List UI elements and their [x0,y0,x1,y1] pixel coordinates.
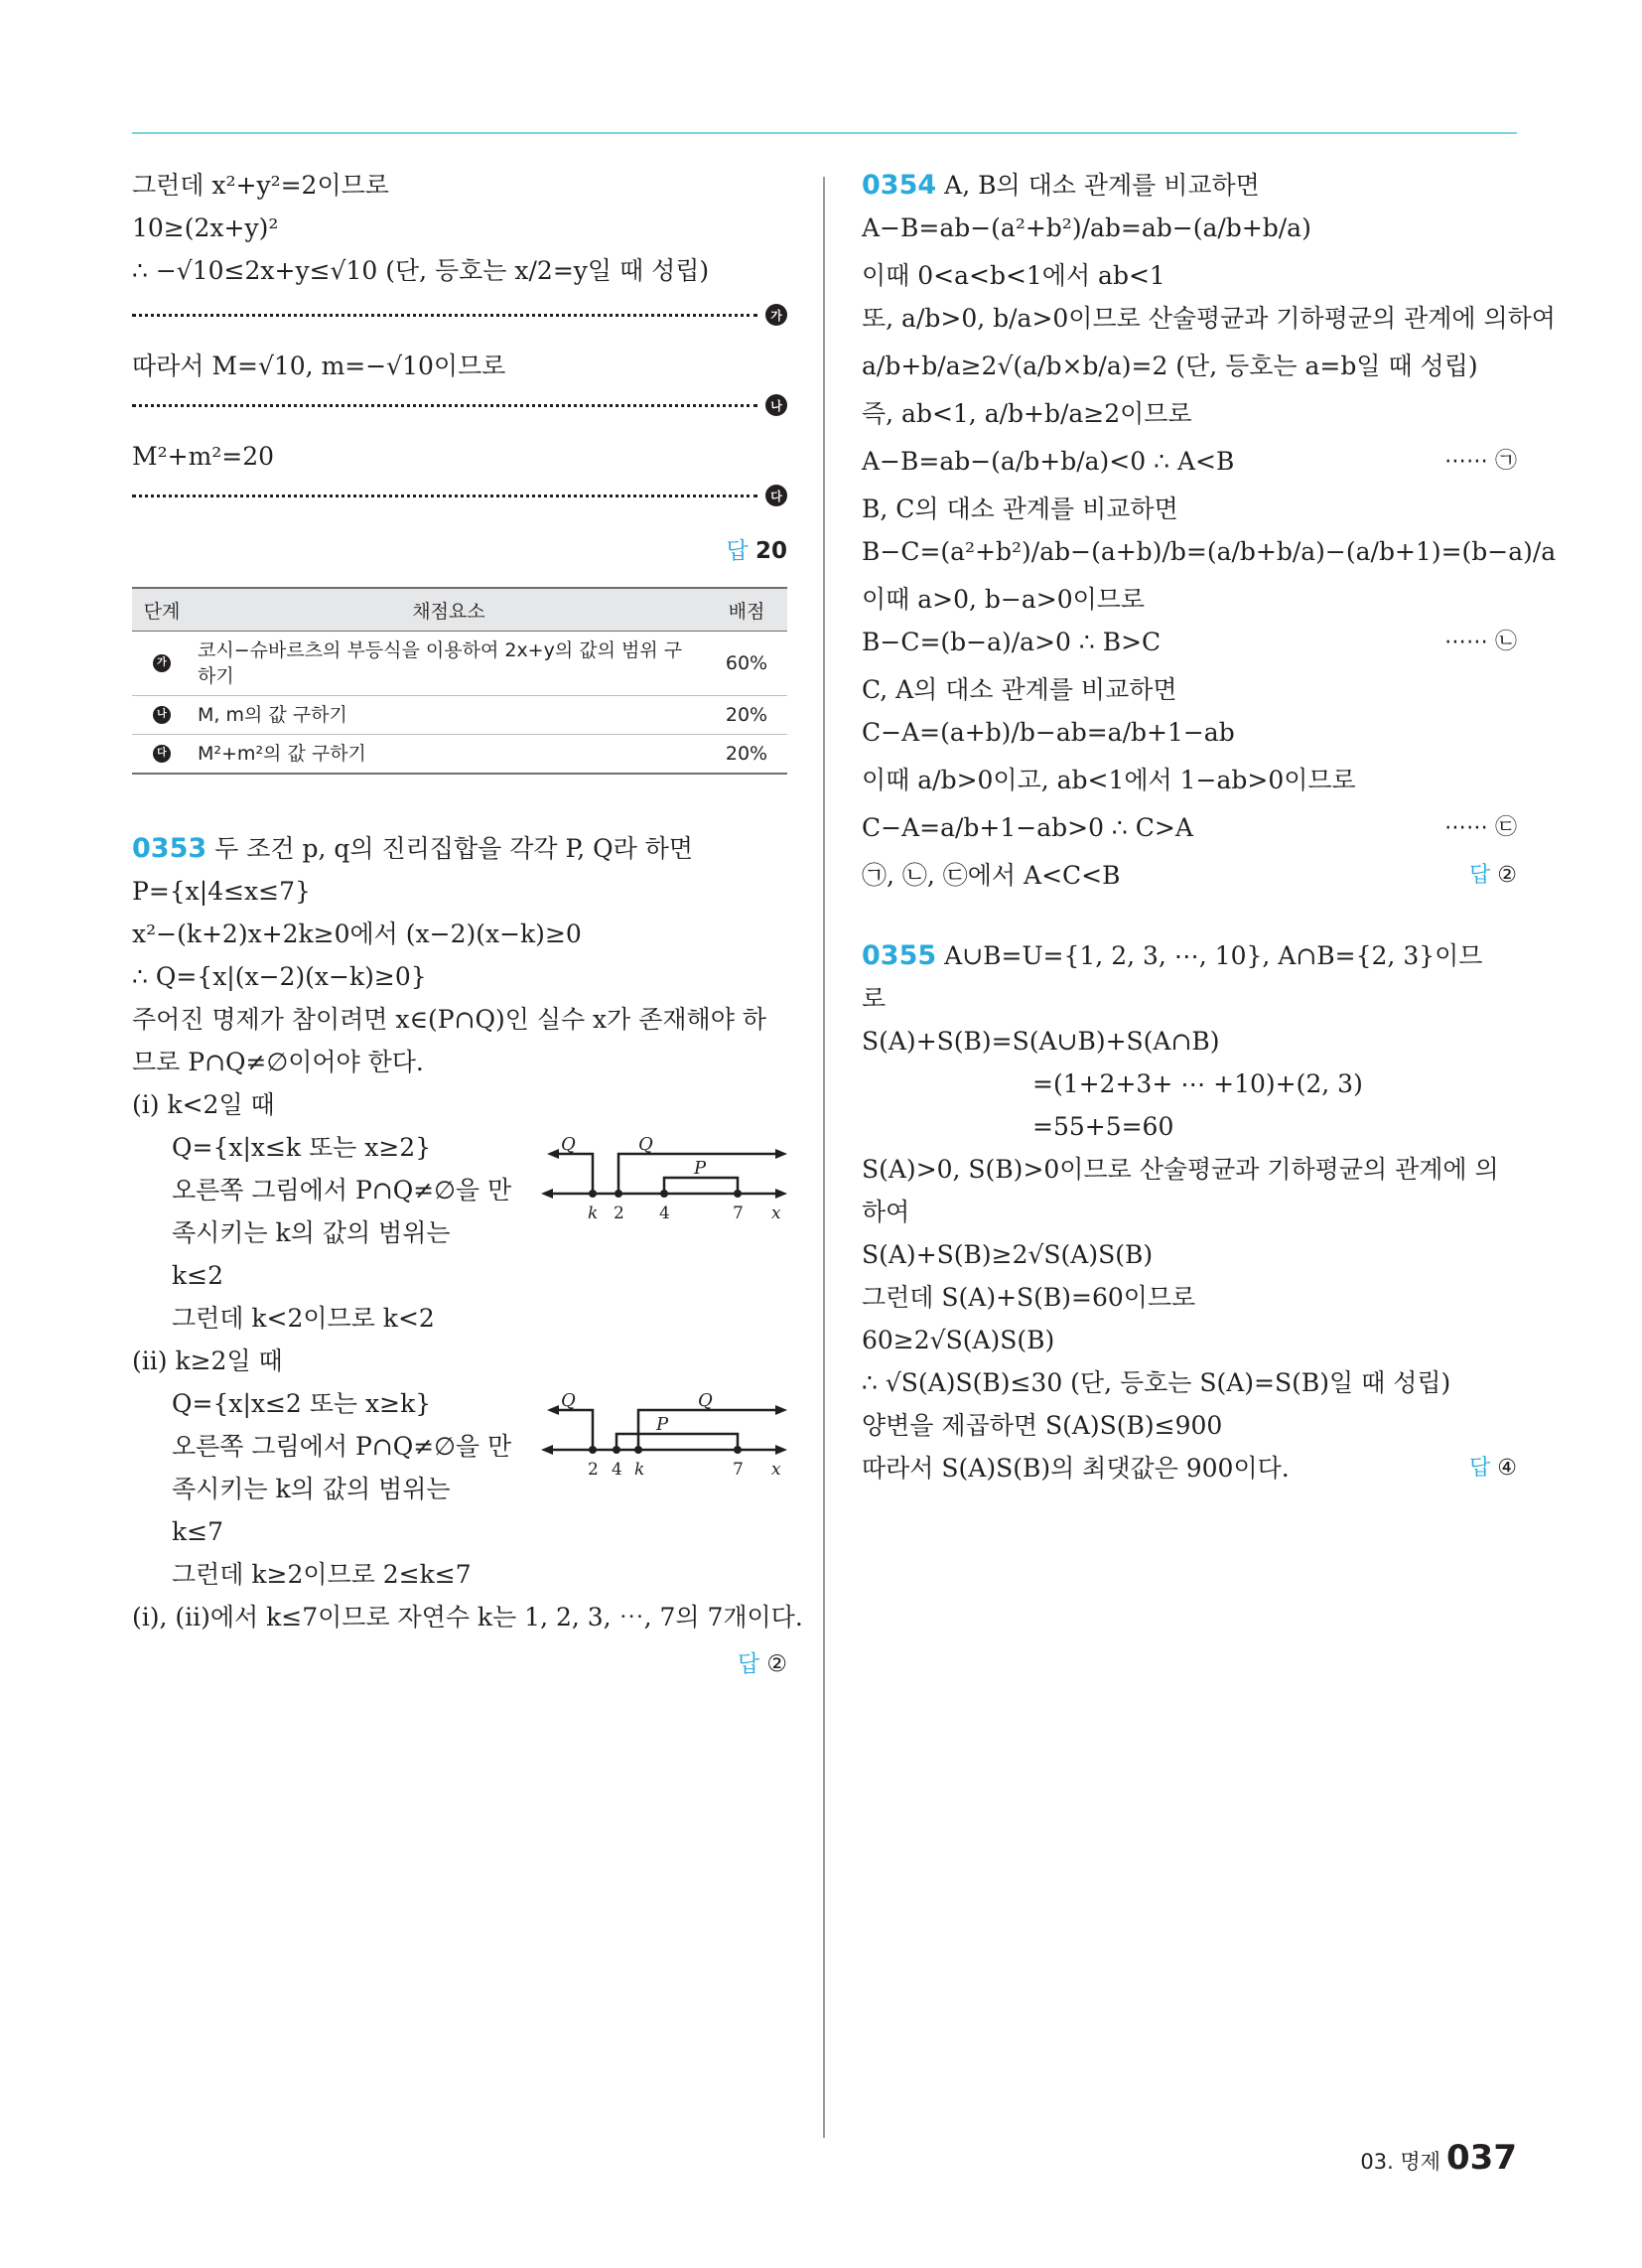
text-line: ㉠, ㉡, ㉢에서 A<C<B 답 ② [862,861,1517,890]
text-line: C−A=a/b+1−ab>0 ∴ C>A ⋯⋯ ㉢ [862,813,1517,842]
answer-value: ② [766,1651,787,1677]
case-2 [132,1347,787,1590]
answer-prefix: 답 [726,538,749,564]
text-line: 므로 P∩Q≠∅이어야 한다. [132,1048,424,1076]
text-line: 그런데 k<2이므로 k<2 [172,1304,435,1333]
table-cell: M²+m²의 값 구하기 [192,735,706,775]
table-row [132,696,787,735]
case-heading: (ⅰ) k<2일 때 [132,1090,275,1119]
table-cell: 20% [706,696,787,735]
page-number-value: 037 [1446,2138,1517,2178]
column-divider [823,177,825,2138]
answer-prefix: 답 [1469,1456,1491,1481]
text-line: 하여 [862,1198,910,1226]
problem-number: 0355 [862,940,937,971]
tag-marker: ⋯⋯ ㉠ [1444,449,1517,474]
step-badge-icon: 나 [153,706,171,724]
fig-tick: 2 [588,1460,599,1480]
text-line: 그런데 k≥2이므로 2≤k≤7 [172,1560,472,1589]
section-title: 03. 명제 [1360,2150,1441,2174]
dotted-step-line [132,394,787,416]
left-column [132,171,803,1678]
text-line: Q={x|x≤k 또는 x≥2} [172,1133,432,1162]
case-heading: (ⅱ) k≥2일 때 [132,1347,283,1375]
text-line: ∴ Q={x|(x−2)(x−k)≥0} [132,962,427,991]
fig-tick: 7 [733,1460,744,1480]
text-line: 양변을 제곱하면 S(A)S(B)≤900 [862,1411,1223,1440]
text-line: 그런데 S(A)+S(B)=60이므로 [862,1283,1196,1312]
table-header: 배점 [706,588,787,632]
answer-value: ② [1497,863,1517,888]
fig-tick: 4 [659,1204,670,1223]
conclusion: (ⅰ), (ⅱ)에서 k≤7이므로 자연수 k는 1, 2, 3, ⋯, 7의 7개이다. [132,1603,803,1631]
text-line: 이때 a>0, b−a>0이므로 [862,585,1146,614]
page-number [1360,2138,1517,2178]
fig-tick: 2 [614,1204,624,1223]
fig-tick: 4 [612,1460,622,1480]
text-line: S(A)>0, S(B)>0이므로 산술평균과 기하평균의 관계에 의 [862,1155,1499,1184]
text-line: M²+m²=20 [132,442,275,471]
answer-value: ④ [1497,1456,1517,1481]
answer [132,1645,787,1678]
text-line: 족시키는 k의 값의 범위는 [172,1218,451,1247]
fig-label: Q [698,1390,713,1411]
text-line: A−B=ab−(a/b+b/a)<0 ∴ A<B ⋯⋯ ㉠ [862,447,1517,476]
answer-prefix: 답 [1469,863,1491,888]
table-row [132,632,787,696]
text-line: 10≥(2x+y)² [132,213,279,242]
text-line: C, A의 대소 관계를 비교하면 [862,675,1177,704]
fig-label: Q [638,1134,653,1155]
text-line: 60≥2√S(A)S(B) [862,1326,1055,1354]
text-line: P={x|4≤x≤7} [132,877,311,906]
step-badge-icon: 가 [153,654,171,672]
grading-table [132,587,787,775]
text-line: 따라서 M=√10, m=−√10이므로 [132,352,506,380]
table-row [132,735,787,775]
fig-tick: k [588,1204,599,1223]
problem-0353-head: 0353 두 조건 p, q의 진리집합을 각각 P, Q라 하면 [132,833,693,864]
fig-tick: x [771,1204,781,1223]
fig-tick: 7 [733,1204,744,1223]
fig-label: Q [561,1390,576,1411]
text-line: 그런데 x²+y²=2이므로 [132,171,389,200]
fig-label: P [694,1158,707,1179]
number-line-diagram-1 [539,1134,787,1223]
fig-label: P [656,1414,669,1435]
text-line: B, C의 대소 관계를 비교하면 [862,495,1178,523]
text-line: S(A)+S(B)=S(A∪B)+S(A∩B) [862,1027,1220,1056]
text-line: A−B=ab−(a²+b²)/ab=ab−(a/b+b/a) [862,213,1311,242]
text-line: 족시키는 k의 값의 범위는 [172,1475,451,1503]
text-line: =(1+2+3+ ⋯ +10)+(2, 3) [1032,1069,1363,1098]
text-line: B−C=(b−a)/a>0 ∴ B>C ⋯⋯ ㉡ [862,628,1517,656]
number-line-diagram-2 [539,1390,787,1480]
table-cell: 20% [706,735,787,775]
text-line: B−C=(a²+b²)/ab−(a+b)/b=(a/b+b/a)−(a/b+1)=(b−a)/a [862,537,1557,566]
answer [132,532,787,565]
text-line: Q={x|x≤2 또는 x≥k} [172,1389,432,1418]
table-header: 단계 [132,588,192,632]
dotted-step-line [132,304,787,326]
text-line: 또, a/b>0, b/a>0이므로 산술평균과 기하평균의 관계에 의하여 [862,304,1556,333]
text-line: 즉, ab<1, a/b+b/a≥2이므로 [862,399,1192,428]
text-line: 오른쪽 그림에서 P∩Q≠∅을 만 [172,1432,512,1461]
table-cell: M, m의 값 구하기 [192,696,706,735]
right-column [862,170,1557,1496]
text-line: 로 [862,984,887,1013]
table-cell: 60% [706,632,787,696]
answer [1469,861,1517,891]
table-header: 채점요소 [192,588,706,632]
fig-tick: k [634,1460,645,1480]
text-line: ∴ √S(A)S(B)≤30 (단, 등호는 S(A)=S(B)일 때 성립) [862,1368,1451,1397]
text-line: 이때 a/b>0이고, ab<1에서 1−ab>0이므로 [862,766,1356,794]
text-line: k≤2 [172,1261,224,1290]
text-line: 오른쪽 그림에서 P∩Q≠∅을 만 [172,1176,512,1205]
table-cell: 코시−슈바르츠의 부등식을 이용하여 2x+y의 값의 범위 구하기 [192,632,706,696]
text-line: 이때 0<a<b<1에서 ab<1 [862,261,1165,290]
answer-prefix: 답 [737,1651,760,1677]
step-badge-icon: 가 [765,304,787,326]
text-line: a/b+b/a≥2√(a/b×b/a)=2 (단, 등호는 a=b일 때 성립) [862,352,1478,380]
text-line: ∴ −√10≤2x+y≤√10 (단, 등호는 x/2=y일 때 성립) [132,256,710,285]
answer [1469,1454,1517,1484]
tag-marker: ⋯⋯ ㉡ [1444,630,1517,654]
text-line: =55+5=60 [1032,1112,1174,1141]
text-line: C−A=(a+b)/b−ab=a/b+1−ab [862,718,1235,747]
problem-number: 0353 [132,833,207,864]
step-badge-icon: 나 [765,394,787,416]
answer-value: 20 [754,538,787,564]
step-badge-icon: 다 [153,745,171,763]
case-1 [132,1090,787,1334]
tag-marker: ⋯⋯ ㉢ [1444,815,1517,840]
text-line: k≤7 [172,1517,224,1546]
step-badge-icon: 다 [765,485,787,506]
fig-tick: x [771,1460,781,1480]
text-line: 따라서 S(A)S(B)의 최댓값은 900이다. 답 ④ [862,1454,1517,1483]
problem-number: 0354 [862,170,937,201]
problem-0355-head: 0355 A∪B=U={1, 2, 3, ⋯, 10}, A∩B={2, 3}이므 [862,940,1483,971]
text-line: S(A)+S(B)≥2√S(A)S(B) [862,1240,1154,1269]
problem-0354-head: 0354 A, B의 대소 관계를 비교하면 [862,170,1260,201]
text-line: x²−(k+2)x+2k≥0에서 (x−2)(x−k)≥0 [132,920,582,948]
header-rule [132,132,1517,134]
fig-label: Q [561,1134,576,1155]
text-line: 주어진 명제가 참이려면 x∈(P∩Q)인 실수 x가 존재해야 하 [132,1005,766,1034]
table-header-row [132,588,787,632]
dotted-step-line [132,485,787,506]
